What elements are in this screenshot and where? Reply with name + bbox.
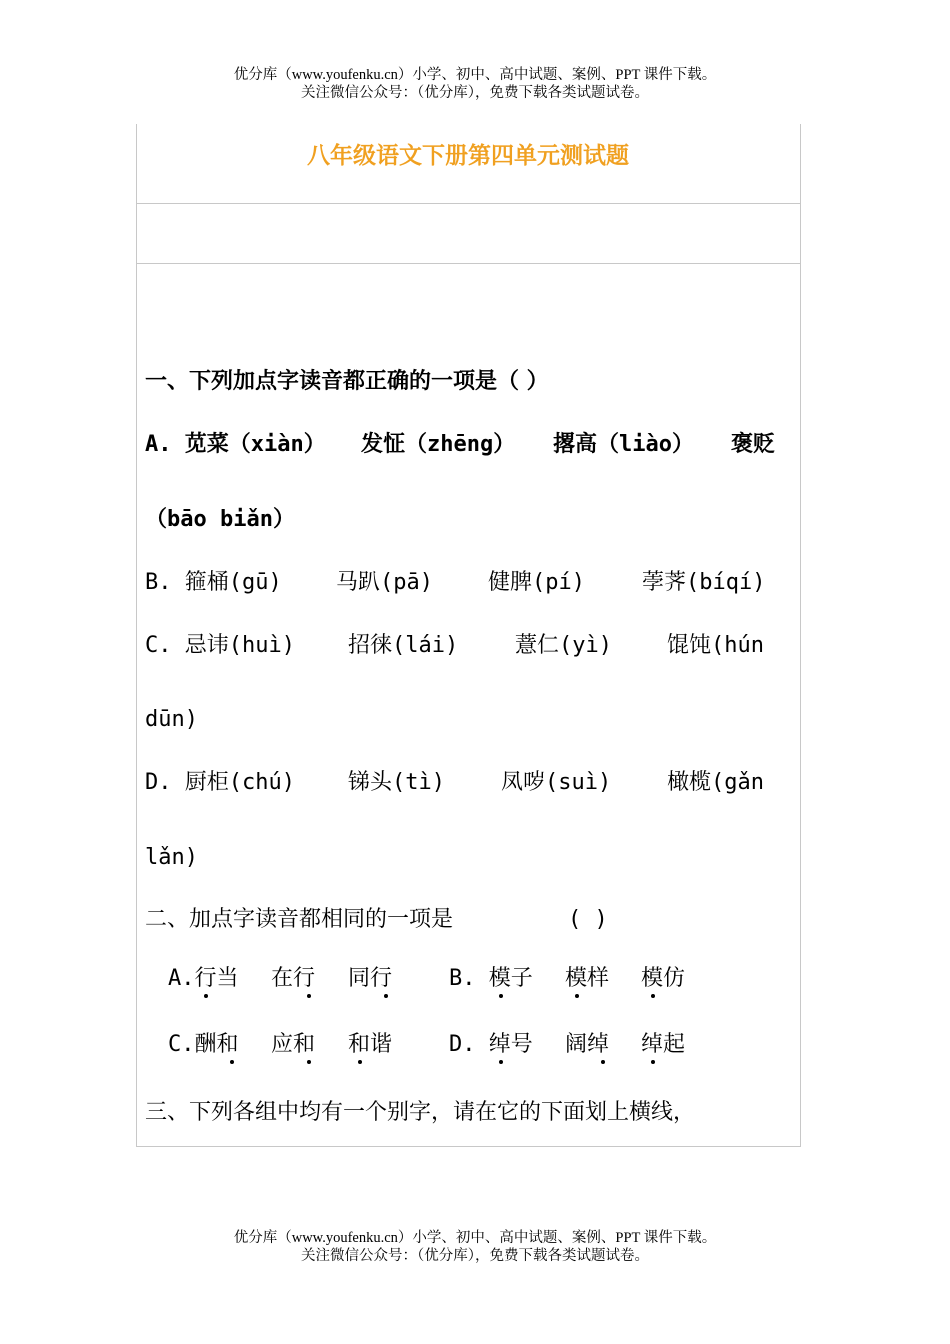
emphasis-dot (230, 1060, 234, 1064)
question-3-stem: 三、下列各组中均有一个别字，请在它的下面划上横线， (145, 1100, 696, 1125)
divider (136, 263, 800, 264)
emphasis-dot (499, 1060, 503, 1064)
q2-item: 模样 (565, 966, 610, 991)
option-a-item: 撂高（liào） (553, 432, 694, 457)
q2-item: B. 模子 (449, 966, 533, 991)
q2-item: 阔绰 (565, 1032, 610, 1057)
option-b-item: 马趴(pā) (336, 570, 433, 595)
q2-item: D. 绰号 (449, 1032, 533, 1057)
q2-item: 模仿 (641, 966, 686, 991)
option-d-item: D. 厨柜(chú) (145, 770, 295, 795)
question-1-option-c-cont: dūn) (145, 707, 198, 732)
q2-item: 同行 (348, 966, 393, 991)
question-2-row-1 (0, 964, 950, 998)
question-2-row-2 (0, 1030, 950, 1064)
emphasis-dot (384, 994, 388, 998)
option-c-item: C. 忌讳(huì) (145, 633, 295, 658)
option-a-item: 发怔（zhēng） (361, 432, 516, 457)
emphasis-dot (358, 1060, 362, 1064)
option-b-item: B. 箍桶(gū) (145, 570, 282, 595)
answer-blank: ( ) (568, 907, 608, 932)
question-1-option-a (0, 430, 950, 460)
q2-item: 绰起 (641, 1032, 686, 1057)
option-c-item: 招徕(lái) (348, 633, 459, 658)
question-2-stem: 二、加点字读音都相同的一项是 (145, 907, 454, 932)
divider (136, 203, 800, 204)
option-d-item: 锑头(tì) (348, 770, 445, 795)
footer-line-2: 关注微信公众号：（优分库），免费下载各类试题试卷。 (301, 1248, 649, 1264)
q2-item: 在行 (271, 966, 316, 991)
option-a-item: 褒贬 (731, 432, 776, 457)
emphasis-dot (651, 1060, 655, 1064)
emphasis-dot (499, 994, 503, 998)
question-1-option-d-cont: lǎn) (145, 845, 198, 870)
emphasis-dot (204, 994, 208, 998)
q2-item: C.酬和 (168, 1032, 239, 1057)
option-a-item: A. 苋菜（xiàn） (145, 432, 326, 457)
page-header (0, 66, 950, 102)
emphasis-dot (307, 994, 311, 998)
option-b-item: 荸荠(bíqí) (642, 570, 766, 595)
question-2-stem-row (0, 905, 950, 935)
emphasis-dot (651, 994, 655, 998)
footer-line-1: 优分库（www.youfenku.cn）小学、初中、高中试题、案例、PPT 课件下载。 (233, 1230, 717, 1246)
question-1-option-b (0, 568, 950, 598)
emphasis-dot (307, 1060, 311, 1064)
q2-item: 和谐 (348, 1032, 393, 1057)
question-1-option-d (0, 768, 950, 798)
header-line-1: 优分库（www.youfenku.cn）小学、初中、高中试题、案例、PPT 课件下载。 (233, 67, 717, 83)
option-d-item: 橄榄(gǎn (667, 770, 764, 795)
option-b-item: 健脾(pí) (488, 570, 585, 595)
option-c-item: 薏仁(yì) (515, 633, 612, 658)
question-1-option-c (0, 631, 950, 661)
question-1-stem: 一、下列加点字读音都正确的一项是（ ） (145, 369, 549, 394)
page-footer (0, 1229, 950, 1265)
header-line-2: 关注微信公众号：（优分库），免费下载各类试题试卷。 (301, 85, 649, 101)
option-d-item: 凤哕(suì) (501, 770, 612, 795)
q2-item: 应和 (271, 1032, 316, 1057)
emphasis-dot (575, 994, 579, 998)
option-c-item: 馄饨(hún (667, 633, 764, 658)
page-title: 八年级语文下册第四单元测试题 (307, 143, 629, 169)
emphasis-dot (601, 1060, 605, 1064)
q2-item: A.行当 (168, 966, 239, 991)
question-1-option-a-cont: （bāo biǎn） (145, 507, 295, 532)
